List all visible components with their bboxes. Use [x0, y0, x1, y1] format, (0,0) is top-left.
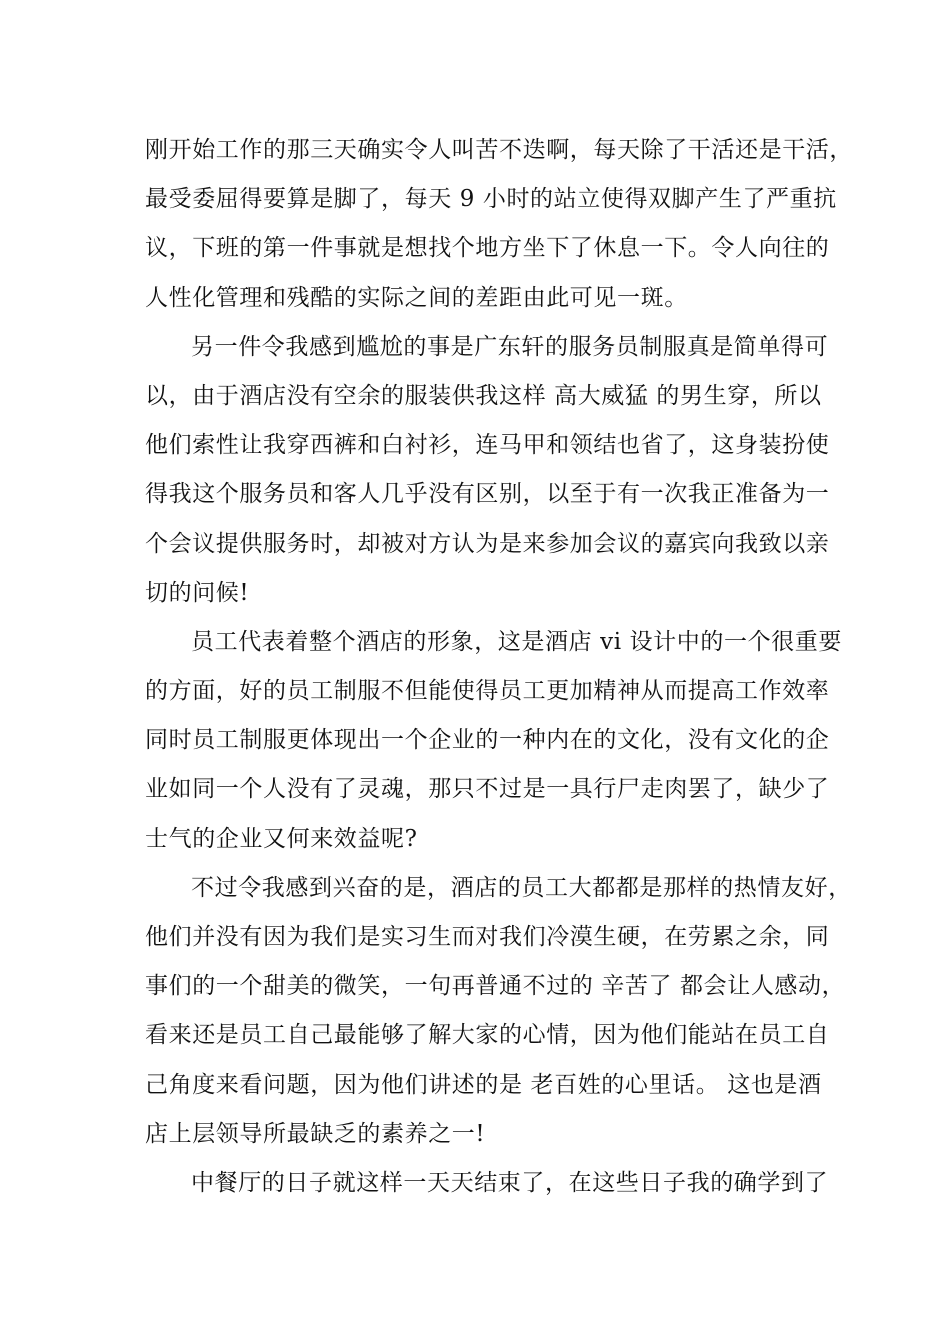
paragraph-line: 以，由于酒店没有空余的服装供我这样 高大威猛 的男生穿，所以 [145, 382, 822, 409]
paragraph-line: 店上层领导所最缺乏的素养之一! [145, 1120, 486, 1147]
paragraph-line: 己角度来看问题，因为他们讲述的是 老百姓的心里话。 这也是酒 [145, 1071, 822, 1098]
paragraph-line: 中餐厅的日子就这样一天天结束了，在这些日子我的确学到了 [191, 1169, 829, 1196]
paragraph-line: 个会议提供服务时，却被对方认为是来参加会议的嘉宾向我致以亲 [145, 530, 830, 557]
paragraph-line: 他们并没有因为我们是实习生而对我们冷漠生硬，在劳累之余，同 [145, 924, 830, 950]
paragraph-line: 员工代表着整个酒店的形象，这是酒店 vi 设计中的一个很重要 [191, 628, 842, 655]
paragraph-2 [145, 323, 830, 618]
paragraph-4 [145, 864, 852, 1159]
paragraph-5 [145, 1159, 829, 1208]
paragraph-line: 事们的一个甜美的微笑，一句再普通不过的 辛苦了 都会让人感动， [145, 973, 846, 1000]
paragraph-line: 不过令我感到兴奋的是，酒店的员工大都都是那样的热情友好， [191, 874, 852, 901]
paragraph-line: 刚开始工作的那三天确实令人叫苦不迭啊，每天除了干活还是干活， [145, 137, 853, 163]
paragraph-line: 士气的企业又何来效益呢? [145, 825, 418, 852]
paragraph-line: 最受委屈得要算是脚了，每天 9 小时的站立使得双脚产生了严重抗 [145, 186, 837, 213]
paragraph-line: 得我这个服务员和客人几乎没有区别，以至于有一次我正准备为一 [145, 481, 830, 508]
paragraph-1 [145, 126, 853, 323]
paragraph-line: 另一件令我感到尴尬的事是广东轩的服务员制服真是简单得可 [191, 333, 829, 360]
paragraph-line: 同时员工制服更体现出一个企业的一种内在的文化，没有文化的企 [145, 727, 830, 754]
paragraph-line: 业如同一个人没有了灵魂，那只不过是一具行尸走肉罢了，缺少了 [145, 776, 830, 803]
paragraph-line: 他们索性让我穿西裤和白衬衫，连马甲和领结也省了，这身装扮使 [145, 432, 830, 459]
paragraph-line: 人性化管理和残酷的实际之间的差距由此可见一斑。 [145, 284, 688, 311]
paragraph-3 [145, 618, 842, 864]
paragraph-line: 切的问候! [145, 579, 250, 606]
document-body [145, 126, 853, 1208]
paragraph-line: 议，下班的第一件事就是想找个地方坐下了休息一下。令人向往的 [145, 235, 830, 262]
paragraph-line: 的方面，好的员工制服不但能使得员工更加精神从而提高工作效率 [145, 678, 830, 705]
paragraph-line: 看来还是员工自己最能够了解大家的心情，因为他们能站在员工自 [145, 1022, 830, 1049]
